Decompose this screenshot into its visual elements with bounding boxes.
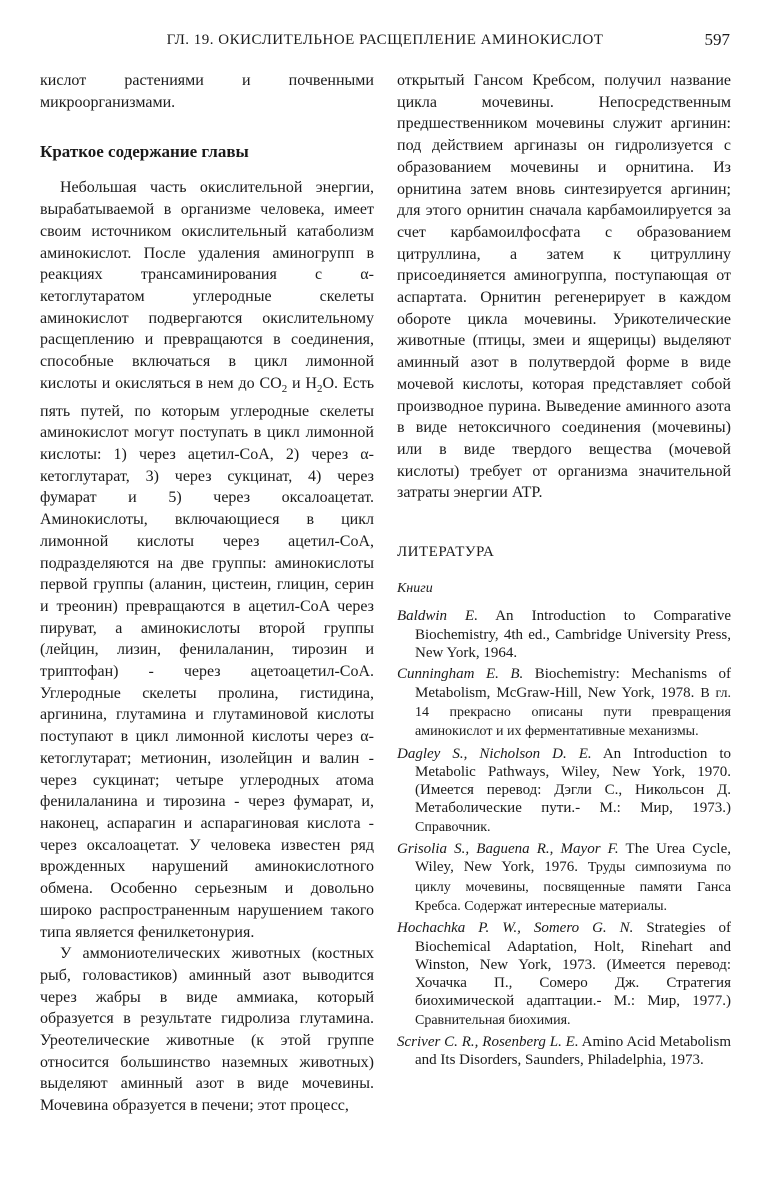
summary-text-1: Небольшая часть окислительной энергии, вырабатываемой в организме человека, имеет своим источником окислительный катаболизм аминокислот. После удаления аминогрупп в реакциях трансаминирования с α-кетоглутаратом углеродные скелеты аминокислот подвергаются окислительному расщеплению и превращаются в соединения, способные включаться в цикл лимонной кислоты и окисляться в нем до $CO_2$ и $H_2O$. Есть пять путей, по которым углеродные скелеты аминокислот могут поступать в цикл лимонной кислоты: 1) через ацетил-CoA, 2) через α-кетоглутарат, 3) через сукцинат, 4) через фумарат и 5) через оксалоацетат. Аминокислоты, включающиеся в цикл лимонной кислоты через ацетил-CoA, подразделяются на две группы: аминокислоты первой группы (аланин, цистеин, глицин, серин и треонин) превращаются в ацетил-CoA через пируват, а аминокислоты второй группы (лейцин, лизин, фенилаланин, тирозин и триптофан) - через ацетоацетил-CoA. Углеродные скелеты пролина, гистидина, аргинина, глутамина и глутаминовой кислоты поступают в цикл лимонной кислоты через α-кетоглутарат; метионин, изолейцин и валин - через сукцинат; четыре углеродных атома фенилаланина и тирозина - через фумарат, и, наконец, аспарагин и аспарагиновая кислота - через оксалоацетат. У человека известен ряд врожденных нарушений аминокислотного обмена. Особенно серьезным и довольно широко распространенным нарушением такого типа является фенилкетонурия. bbox=[40, 179, 374, 941]
reference-note: В гл. 14 прекрасно описаны пути превращения аминокислот и их ферментативные механизмы. bbox=[415, 685, 731, 740]
reference-text: An Introduction to Comparative Biochemistry, 4th ed., Cambridge University Press, New York, 1964. bbox=[415, 608, 731, 662]
summary-text-2-continued: открытый Гансом Кребсом, получил название цикла мочевины. Непосредственным предшественником мочевины служит аргинин: под действием аргиназы он гидролизуется с образованием мочевины и орнитина. Из орнитина затем вновь синтезируется аргинин; для этого орнитин сначала карбамоилируется за счет карбамоилфосфата с образованием цитруллина, а затем к цитруллину присоединяется аминогруппа, поступающая от аспартата. Орнитин регенерирует в каждом обороте цикла мочевины. Урикотелические животные (птицы, змеи и ящерицы) выделяют аминный азот в полутвердой форме в виде мочевой кислоты, которая представляет собой производное пурина. Выведение аминного азота в виде нетоксичного соединения (мочевины) или в виде твердого вещества (мочевой кислоты) требует от организма значительной затраты энергии ATP. bbox=[397, 72, 731, 502]
reference-text: Biochemistry: Mechanisms of Metabolism, McGraw-Hill, New York, 1978. bbox=[415, 666, 731, 701]
literature-heading: ЛИТЕРАТУРА bbox=[397, 544, 495, 561]
reference-list bbox=[397, 607, 731, 1069]
reference-text: Amino Acid Metabolism and Its Disorders, Saunders, Philadelphia, 1973. bbox=[415, 1034, 731, 1069]
reference-entry bbox=[397, 840, 731, 916]
reference-text: An Introduction to Metabolic Pathways, Wiley, New York, 1970. (Имеется перевод: Дэгли С., Никольсон Д. Метаболические пути.- М.: Мир, 1973.) bbox=[415, 745, 731, 817]
reference-author: Baldwin E. bbox=[397, 608, 478, 625]
left-column bbox=[40, 70, 374, 1117]
reference-text: Strategies of Biochemical Adaptation, Holt, Rinehart and Winston, New York, 1973. (Имеется перевод: Хочачка П., Сомеро Дж. Стратегия биохимической адаптации.- М.: Мир, 1977.) bbox=[415, 920, 731, 1010]
reference-note: Сравнительная биохимия. bbox=[415, 1012, 571, 1028]
reference-entry bbox=[397, 919, 731, 1030]
reference-note: Труды симпозиума по циклу мочевины, посвященные памяти Ганса Кребса. Содержат интересные материалы. bbox=[415, 860, 731, 914]
continuation-paragraph bbox=[40, 70, 374, 113]
continuation-text: кислот растениями и почвенными микроорганизмами. bbox=[40, 72, 374, 111]
page-number: 597 bbox=[704, 30, 730, 49]
reference-note: Справочник. bbox=[415, 819, 491, 835]
reference-entry bbox=[397, 1033, 731, 1070]
reference-entry bbox=[397, 665, 731, 741]
reference-author: Cunningham E. B. bbox=[397, 666, 524, 683]
summary-paragraph-1 bbox=[40, 177, 374, 943]
reference-author: Grisolia S., Baguena R., Mayor F. bbox=[397, 841, 619, 858]
summary-paragraph-2-continued bbox=[397, 70, 731, 504]
reference-author: Dagley S., Nicholson D. E. bbox=[397, 745, 592, 762]
reference-entry bbox=[397, 745, 731, 837]
summary-text-2: У аммониотелических животных (костных рыб, головастиков) аминный азот выводится через жабры в виде аммиака, который образуется в результате гидролиза глутамина. Уреотелические животные (к этой группе относится большинство наземных животных) выделяют аминный азот в виде мочевины. Мочевина образуется в печени; этот процесс, bbox=[40, 945, 374, 1115]
chapter-title: ГЛ. 19. ОКИСЛИТЕЛЬНОЕ РАСЩЕПЛЕНИЕ АМИНОКИСЛОТ bbox=[166, 32, 604, 48]
running-header bbox=[40, 30, 730, 52]
reference-entry bbox=[397, 607, 731, 662]
summary-paragraph-2 bbox=[40, 943, 374, 1117]
reference-author: Hochachka P. W., Somero G. N. bbox=[397, 920, 634, 937]
reference-text: The Urea Cycle, Wiley, New York, 1976. bbox=[415, 841, 732, 876]
reference-author: Scriver C. R., Rosenberg L. E. bbox=[397, 1034, 579, 1050]
books-subheading: Книги bbox=[397, 580, 433, 596]
right-column bbox=[397, 70, 731, 1073]
summary-heading: Краткое содержание главы bbox=[40, 142, 249, 162]
